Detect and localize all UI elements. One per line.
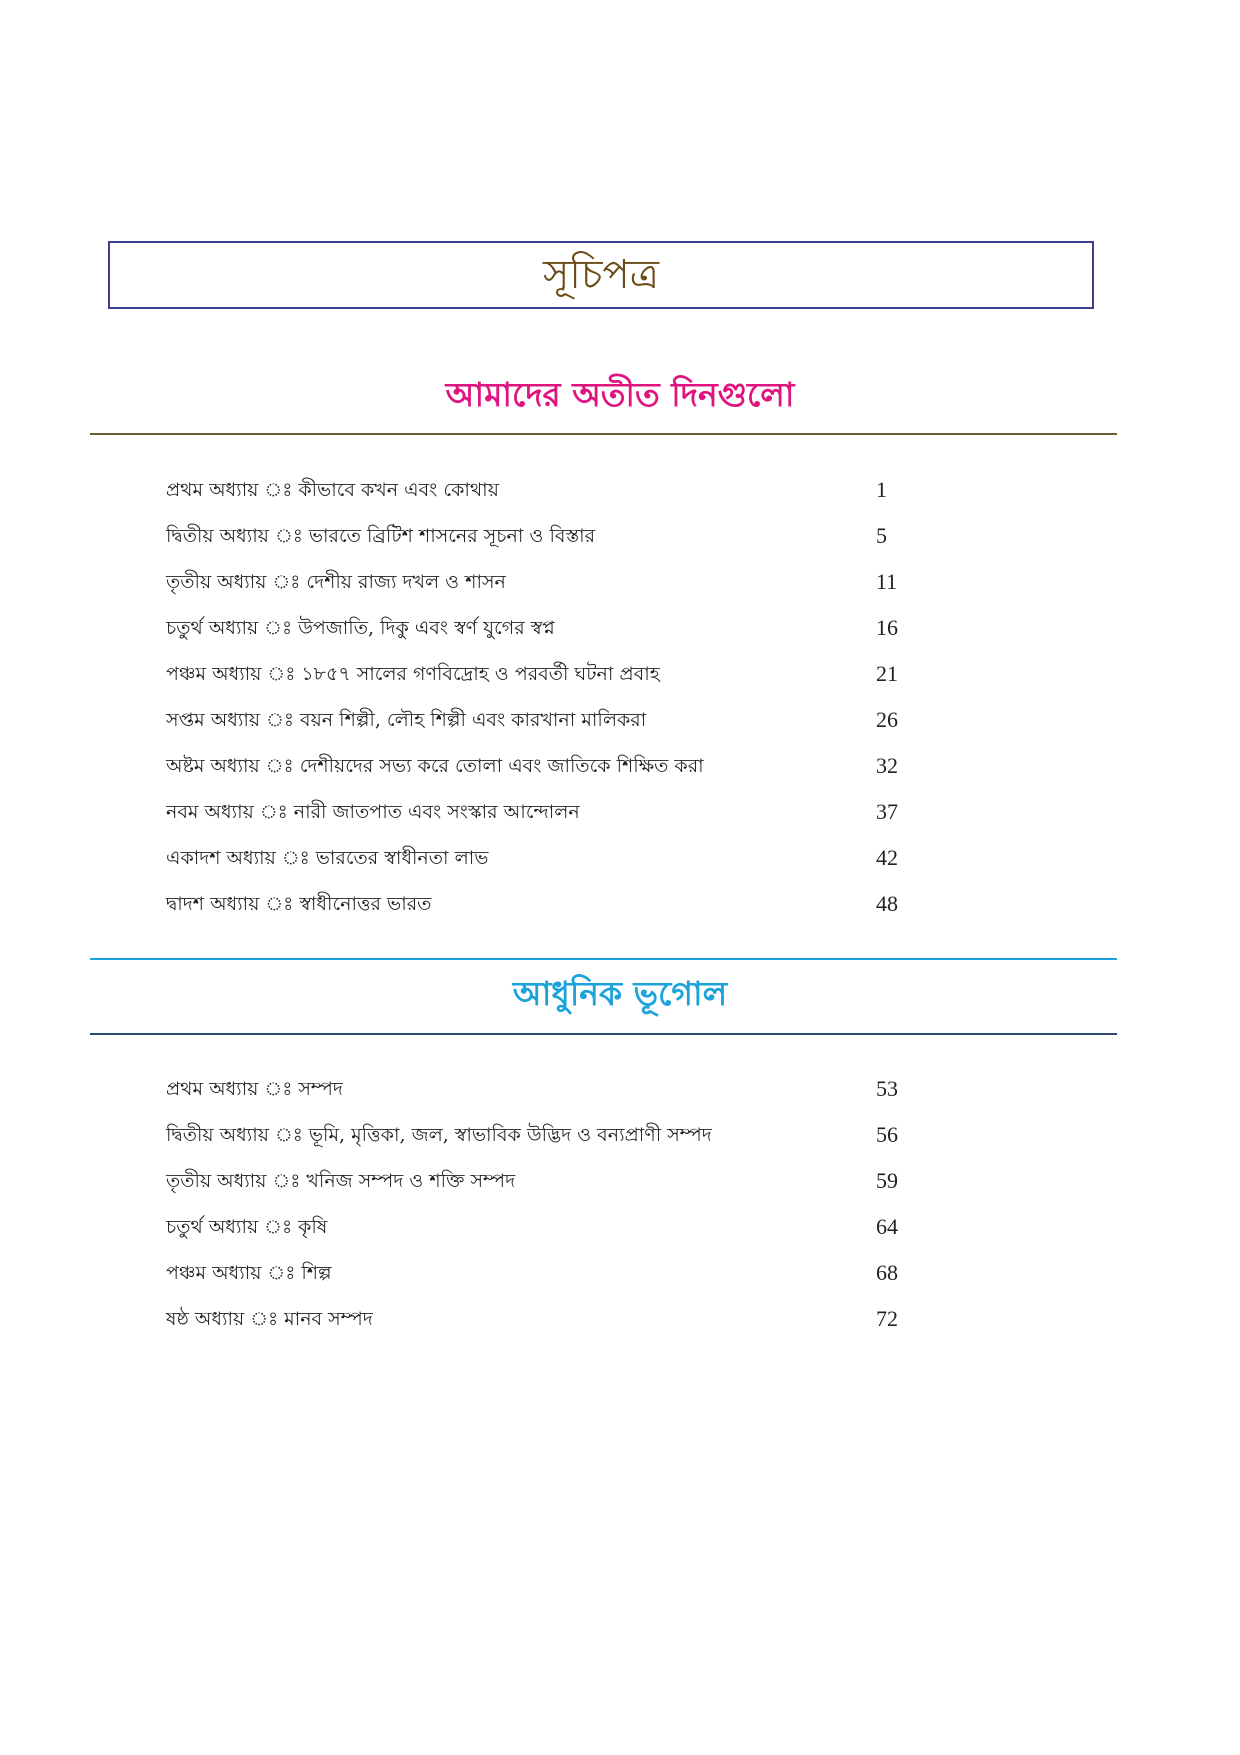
chapter-title: সম্পদ	[298, 1078, 343, 1100]
toc-entry	[166, 697, 926, 743]
toc-entry-text	[166, 605, 555, 651]
chapter-label: দ্বাদশ অধ্যায়	[166, 893, 260, 915]
page-number: 48	[876, 891, 898, 916]
chapter-separator: ঃ	[267, 663, 296, 685]
toc-entry-text	[166, 789, 580, 835]
chapter-separator: ঃ	[264, 1216, 293, 1238]
toc-list-history	[166, 467, 926, 927]
page-number: 53	[876, 1076, 898, 1101]
chapter-label: প্রথম অধ্যায়	[166, 479, 259, 501]
toc-entry	[166, 559, 926, 605]
chapter-title: ১৮৫৭ সালের গণবিদ্রোহ ও পরবর্তী ঘটনা প্রবাহ	[301, 663, 660, 685]
chapter-label: পঞ্চম অধ্যায়	[166, 663, 262, 685]
chapter-separator: ঃ	[266, 709, 294, 731]
chapter-label: অষ্টম অধ্যায়	[166, 755, 260, 777]
chapter-label: সপ্তম অধ্যায়	[166, 709, 261, 731]
page-number: 1	[876, 477, 887, 502]
toc-entry	[166, 513, 926, 559]
toc-entry	[166, 835, 926, 881]
toc-entry	[166, 651, 926, 697]
chapter-separator: ঃ	[264, 617, 293, 639]
page-number: 26	[876, 707, 898, 732]
toc-entry-text	[166, 1158, 515, 1204]
chapter-label: পঞ্চম অধ্যায়	[166, 1262, 262, 1284]
page-number: 56	[876, 1122, 898, 1147]
toc-entry	[166, 881, 926, 927]
chapter-label: তৃতীয় অধ্যায়	[166, 571, 267, 593]
chapter-title: ভারতে ব্রিটিশ শাসনের সূচনা ও বিস্তার	[308, 525, 596, 547]
chapter-title: নারী জাতপাত এবং সংস্কার আন্দোলন	[293, 801, 580, 823]
toc-entry-text	[166, 1204, 327, 1250]
toc-entry	[166, 1112, 926, 1158]
chapter-label: চতুর্থ অধ্যায়	[166, 1216, 259, 1238]
section-heading-history: আমাদের অতীত দিনগুলো	[445, 375, 795, 414]
toc-entry	[166, 467, 926, 513]
section-divider-geography-bottom	[90, 1033, 1117, 1035]
page-number: 42	[876, 845, 898, 870]
chapter-title: কীভাবে কখন এবং কোথায়	[298, 479, 499, 501]
chapter-separator: ঃ	[272, 1170, 301, 1192]
chapter-title: উপজাতি, দিকু এবং স্বর্ণ যুগের স্বপ্ন	[298, 617, 555, 639]
toc-entry	[166, 1066, 926, 1112]
chapter-label: দ্বিতীয় অধ্যায়	[166, 525, 269, 547]
chapter-title: দেশীয় রাজ্য দখল ও শাসন	[306, 571, 506, 593]
page-number: 32	[876, 753, 898, 778]
toc-entry	[166, 743, 926, 789]
page-number: 16	[876, 615, 898, 640]
chapter-label: প্রথম অধ্যায়	[166, 1078, 259, 1100]
toc-entry-text	[166, 835, 488, 881]
toc-list-geography	[166, 1066, 926, 1342]
toc-entry	[166, 605, 926, 651]
chapter-separator: ঃ	[267, 1262, 296, 1284]
chapter-separator: ঃ	[264, 479, 293, 501]
chapter-title: বয়ন শিল্পী, লৌহ শিল্পী এবং কারখানা মালিকরা	[300, 709, 647, 731]
toc-entry	[166, 1296, 926, 1342]
toc-entry-text	[166, 1250, 332, 1296]
page-number: 11	[876, 569, 898, 594]
toc-entry-text	[166, 513, 595, 559]
chapter-separator: ঃ	[265, 893, 294, 915]
chapter-label: চতুর্থ অধ্যায়	[166, 617, 259, 639]
chapter-title: দেশীয়দের সভ্য করে তোলা এবং জাতিকে শিক্ষিত করা	[299, 755, 704, 777]
toc-entry-text	[166, 1112, 712, 1158]
chapter-label: দ্বিতীয় অধ্যায়	[166, 1124, 269, 1146]
page-number: 72	[876, 1306, 898, 1331]
chapter-separator: ঃ	[264, 1078, 293, 1100]
page-number: 64	[876, 1214, 898, 1239]
toc-entry	[166, 789, 926, 835]
toc-entry-text	[166, 881, 431, 927]
chapter-label: ষষ্ঠ অধ্যায়	[166, 1308, 245, 1330]
toc-entry-text	[166, 467, 499, 513]
section-divider-history	[90, 433, 1117, 435]
page-number: 68	[876, 1260, 898, 1285]
chapter-separator: ঃ	[250, 1308, 279, 1330]
chapter-label: একাদশ অধ্যায়	[166, 847, 276, 869]
toc-entry-text	[166, 651, 660, 697]
chapter-title: মানব সম্পদ	[284, 1308, 373, 1330]
page-title: সূচিপত্র	[543, 252, 659, 298]
chapter-separator: ঃ	[259, 801, 288, 823]
toc-entry-text	[166, 559, 506, 605]
chapter-separator: ঃ	[274, 1124, 303, 1146]
toc-entry-text	[166, 1296, 373, 1342]
toc-entry-text	[166, 743, 704, 789]
page-number: 59	[876, 1168, 898, 1193]
chapter-separator: ঃ	[265, 755, 294, 777]
chapter-separator: ঃ	[272, 571, 301, 593]
chapter-title: খনিজ সম্পদ ও শক্তি সম্পদ	[306, 1170, 516, 1192]
chapter-separator: ঃ	[281, 847, 310, 869]
chapter-title: কৃষি	[298, 1216, 328, 1238]
page-number: 37	[876, 799, 898, 824]
chapter-separator: ঃ	[274, 525, 303, 547]
toc-entry-text	[166, 1066, 343, 1112]
toc-entry	[166, 1158, 926, 1204]
toc-entry	[166, 1204, 926, 1250]
page-number: 21	[876, 661, 898, 686]
chapter-label: নবম অধ্যায়	[166, 801, 254, 823]
section-divider-geography-top	[90, 958, 1117, 960]
chapter-label: তৃতীয় অধ্যায়	[166, 1170, 267, 1192]
toc-entry	[166, 1250, 926, 1296]
chapter-title: ভূমি, মৃত্তিকা, জল, স্বাভাবিক উদ্ভিদ ও বন্যপ্রাণী সম্পদ	[308, 1124, 712, 1146]
chapter-title: ভারতের স্বাধীনতা লাভ	[315, 847, 489, 869]
chapter-title: স্বাধীনোত্তর ভারত	[299, 893, 432, 915]
toc-entry-text	[166, 697, 646, 743]
chapter-title: শিল্প	[301, 1262, 332, 1284]
section-heading-geography: আধুনিক ভূগোল	[512, 974, 728, 1013]
page-number: 5	[876, 523, 887, 548]
title-box	[108, 241, 1094, 309]
